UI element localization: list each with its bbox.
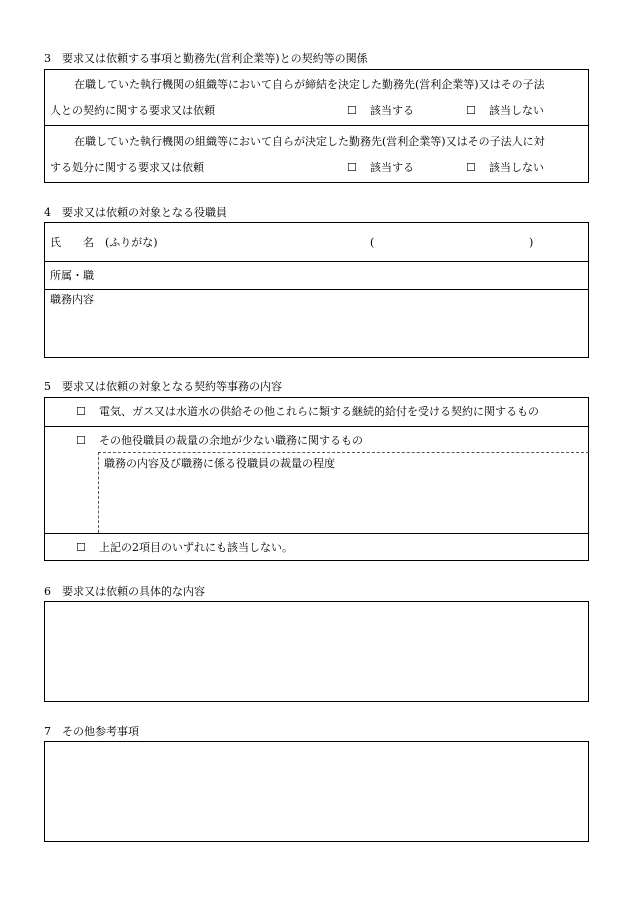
row2-no-label: 該当しない <box>489 161 544 174</box>
section-5-title: 5 要求又は依頼の対象となる契約等事務の内容 <box>44 380 282 393</box>
item2-label: その他役職員の裁量の余地が少ない職務に関するもの <box>99 434 363 447</box>
section-5-box <box>44 397 589 561</box>
row1-yes-label: 該当する <box>370 104 414 117</box>
item2-checkbox[interactable]: ☐ <box>76 434 86 447</box>
section-6-title: 6 要求又は依頼の具体的な内容 <box>44 585 205 598</box>
item3-label: 上記の2項目のいずれにも該当しない。 <box>99 541 293 554</box>
item1-checkbox[interactable]: ☐ <box>76 405 86 418</box>
section-5-divider-1 <box>44 426 589 427</box>
row2-text-line1: 在職していた執行機関の組織等において自らが決定した勤務先(営利企業等)又はその子法人に対 <box>74 135 545 148</box>
section-4-title: 4 要求又は依頼の対象となる役職員 <box>44 206 227 219</box>
row2-text-line2: する処分に関する要求又は依頼 <box>50 161 204 174</box>
section-6-box[interactable] <box>44 601 589 702</box>
section-4-divider-2 <box>44 289 589 290</box>
item3-checkbox[interactable]: ☐ <box>76 541 86 554</box>
row1-yes-checkbox[interactable]: ☐ <box>347 104 357 117</box>
item1-label: 電気、ガス又は水道水の供給その他これらに類する継続的給付を受ける契約に関するもの <box>99 405 539 418</box>
section-7-title: 7 その他参考事項 <box>44 725 139 738</box>
row1-text-line1: 在職していた執行機関の組織等において自らが締結を決定した勤務先(営利企業等)又はその子法 <box>74 78 545 91</box>
section-4-divider-1 <box>44 261 589 262</box>
row1-text-line2: 人との契約に関する要求又は依頼 <box>50 104 215 117</box>
section-7-box[interactable] <box>44 741 589 842</box>
row1-no-label: 該当しない <box>489 104 544 117</box>
furigana-paren-open: ( <box>370 236 375 249</box>
row1-no-checkbox[interactable]: ☐ <box>466 104 476 117</box>
furigana-paren-close: ) <box>529 236 534 249</box>
row2-yes-checkbox[interactable]: ☐ <box>347 161 357 174</box>
row2-no-checkbox[interactable]: ☐ <box>466 161 476 174</box>
item2-sub-label: 職務の内容及び職務に係る役職員の裁量の程度 <box>104 457 335 470</box>
section-3-divider <box>44 125 589 126</box>
name-label: 氏 名 (ふりがな) <box>50 236 158 249</box>
item2-sub-box-left <box>98 452 99 533</box>
row2-yes-label: 該当する <box>370 161 414 174</box>
section-5-divider-2 <box>44 533 589 534</box>
duties-label: 職務内容 <box>50 293 94 306</box>
section-3-title: 3 要求又は依頼する事項と勤務先(営利企業等)との契約等の関係 <box>44 52 368 65</box>
affiliation-label: 所属・職 <box>50 269 94 282</box>
item2-sub-box-top <box>98 452 589 453</box>
